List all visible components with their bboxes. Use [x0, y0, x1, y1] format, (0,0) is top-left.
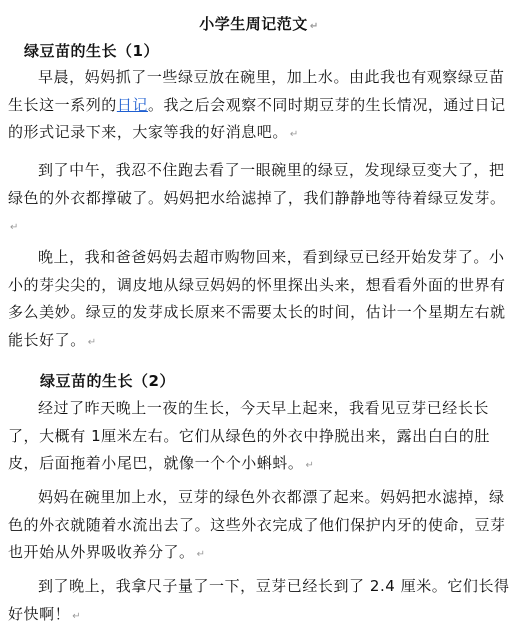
paragraph-5: 妈妈在碗里加上水，豆芽的绿色外衣都漂了起来。妈妈把水滤掉，绿色的外衣就随着水流出去了。这些外衣完成了他们保护内牙的使命，豆芽也开始从外界吸收养分了。 ↵	[8, 488, 506, 562]
paragraph-mark: ↵	[87, 336, 97, 348]
paragraph-mark: ↵	[72, 610, 82, 622]
paragraph-mark: ↵	[289, 129, 299, 141]
paragraph-mark: ↵	[10, 222, 19, 234]
diary-link[interactable]: 日记	[116, 95, 148, 114]
paragraph-3: 晚上，我和爸爸妈妈去超市购物回来，看到绿豆已经开始发芽了。小小的芽尖尖的，调皮地从绿豆妈妈的怀里探出头来，想看看外面的世界有多么美妙。绿豆的发芽成长原来不需要太长的时间，估计一个星期左右就能长好了。 ↵	[8, 248, 506, 349]
paragraph-mark: ↵	[305, 460, 315, 472]
paragraph-mark: ↵	[196, 549, 206, 561]
paragraph-mark: ↵	[309, 21, 319, 32]
paragraph-6: 到了晚上，我拿尺子量了一下，豆芽已经长到了 2.4 厘米。它们长得好快啊！ ↵	[8, 577, 510, 623]
paragraph-2: 到了中午，我忍不住跑去看了一眼碗里的绿豆，发现绿豆变大了，把绿色的外衣都撑破了。妈妈把水给滤掉了，我们静静地等待着绿豆发芽。↵	[8, 161, 506, 234]
paragraph-1: 早晨，妈妈抓了一些绿豆放在碗里，加上水。由此我也有观察绿豆苗生长这一系列的日记。我之后会观察不同时期豆芽的生长情况，通过日记的形式记录下来，大家等我的好消息吧。 ↵	[8, 68, 506, 142]
section-heading-2: 绿豆苗的生长（2）	[40, 372, 175, 390]
section-heading-1: 绿豆苗的生长（1）	[24, 42, 159, 60]
document-title: 小学生周记范文 ↵	[199, 15, 319, 33]
paragraph-4: 经过了昨天晚上一夜的生长，今天早上起来，我看见豆芽已经长长了，大概有 1厘米左右。它们从绿色的外衣中挣脱出来，露出白白的肚皮，后面拖着小尾巴，就像一个个小蝌蚪。 ↵	[8, 399, 490, 473]
